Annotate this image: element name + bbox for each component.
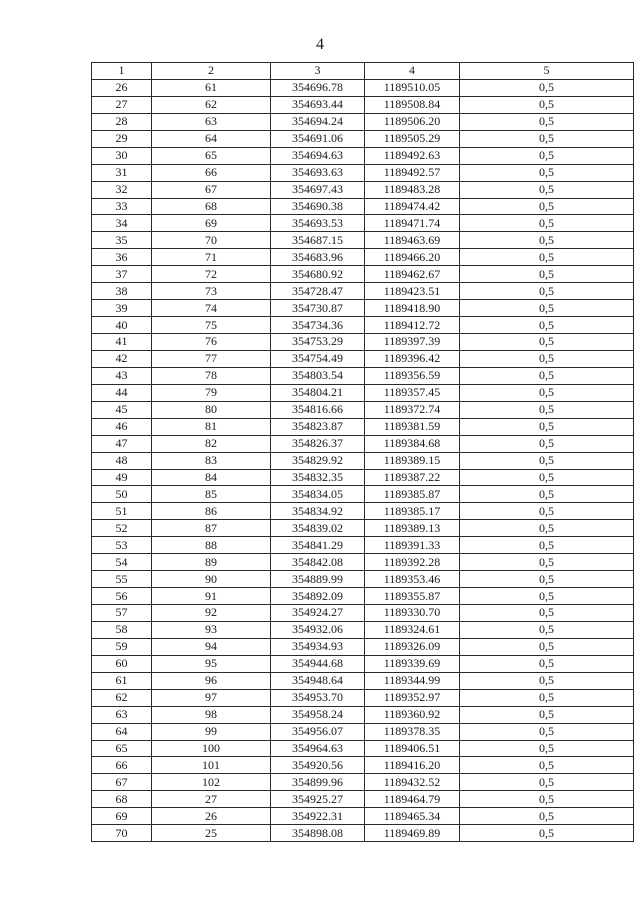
row-number-cell: 68 xyxy=(92,791,152,808)
point-number-cell: 91 xyxy=(152,588,271,605)
y-coordinate-cell: 1189508.84 xyxy=(365,96,460,113)
row-number-cell: 63 xyxy=(92,706,152,723)
accuracy-cell: 0,5 xyxy=(460,452,634,469)
point-number-cell: 80 xyxy=(152,401,271,418)
row-number-cell: 30 xyxy=(92,147,152,164)
y-coordinate-cell: 1189352.97 xyxy=(365,689,460,706)
table-row xyxy=(92,232,634,249)
point-number-cell: 76 xyxy=(152,334,271,351)
table-row xyxy=(92,164,634,181)
accuracy-cell: 0,5 xyxy=(460,181,634,198)
x-coordinate-cell: 354696.78 xyxy=(271,79,365,96)
accuracy-cell: 0,5 xyxy=(460,418,634,435)
row-number-cell: 40 xyxy=(92,317,152,334)
y-coordinate-cell: 1189416.20 xyxy=(365,757,460,774)
point-number-cell: 62 xyxy=(152,96,271,113)
row-number-cell: 54 xyxy=(92,554,152,571)
table-row xyxy=(92,537,634,554)
table-row xyxy=(92,249,634,266)
table-row xyxy=(92,215,634,232)
y-coordinate-cell: 1189353.46 xyxy=(365,571,460,588)
x-coordinate-cell: 354964.63 xyxy=(271,740,365,757)
y-coordinate-cell: 1189389.15 xyxy=(365,452,460,469)
point-number-cell: 94 xyxy=(152,638,271,655)
y-coordinate-cell: 1189392.28 xyxy=(365,554,460,571)
x-coordinate-cell: 354832.35 xyxy=(271,469,365,486)
y-coordinate-cell: 1189396.42 xyxy=(365,350,460,367)
x-coordinate-cell: 354841.29 xyxy=(271,537,365,554)
x-coordinate-cell: 354920.56 xyxy=(271,757,365,774)
x-coordinate-cell: 354754.49 xyxy=(271,350,365,367)
point-number-cell: 74 xyxy=(152,300,271,317)
row-number-cell: 42 xyxy=(92,350,152,367)
table-row xyxy=(92,520,634,537)
table-row xyxy=(92,808,634,825)
table-header xyxy=(92,63,634,80)
x-coordinate-cell: 354693.44 xyxy=(271,96,365,113)
accuracy-cell: 0,5 xyxy=(460,215,634,232)
table-row xyxy=(92,621,634,638)
table-row xyxy=(92,435,634,452)
table-row xyxy=(92,113,634,130)
point-number-cell: 61 xyxy=(152,79,271,96)
accuracy-cell: 0,5 xyxy=(460,147,634,164)
y-coordinate-cell: 1189372.74 xyxy=(365,401,460,418)
table-row xyxy=(92,655,634,672)
accuracy-cell: 0,5 xyxy=(460,537,634,554)
table-row xyxy=(92,571,634,588)
y-coordinate-cell: 1189471.74 xyxy=(365,215,460,232)
y-coordinate-cell: 1189384.68 xyxy=(365,435,460,452)
point-number-cell: 63 xyxy=(152,113,271,130)
accuracy-cell: 0,5 xyxy=(460,554,634,571)
accuracy-cell: 0,5 xyxy=(460,300,634,317)
x-coordinate-cell: 354804.21 xyxy=(271,384,365,401)
row-number-cell: 32 xyxy=(92,181,152,198)
table-row xyxy=(92,147,634,164)
x-coordinate-cell: 354956.07 xyxy=(271,723,365,740)
table-row xyxy=(92,740,634,757)
x-coordinate-cell: 354730.87 xyxy=(271,300,365,317)
x-coordinate-cell: 354728.47 xyxy=(271,283,365,300)
table-row xyxy=(92,605,634,622)
point-number-cell: 83 xyxy=(152,452,271,469)
table-row xyxy=(92,401,634,418)
accuracy-cell: 0,5 xyxy=(460,503,634,520)
accuracy-cell: 0,5 xyxy=(460,266,634,283)
point-number-cell: 88 xyxy=(152,537,271,554)
x-coordinate-cell: 354953.70 xyxy=(271,689,365,706)
x-coordinate-cell: 354934.93 xyxy=(271,638,365,655)
accuracy-cell: 0,5 xyxy=(460,808,634,825)
accuracy-cell: 0,5 xyxy=(460,825,634,842)
y-coordinate-cell: 1189356.59 xyxy=(365,367,460,384)
table-row xyxy=(92,300,634,317)
table-row xyxy=(92,266,634,283)
row-number-cell: 57 xyxy=(92,605,152,622)
point-number-cell: 66 xyxy=(152,164,271,181)
point-number-cell: 86 xyxy=(152,503,271,520)
table-body xyxy=(92,79,634,841)
point-number-cell: 77 xyxy=(152,350,271,367)
table-row xyxy=(92,791,634,808)
row-number-cell: 65 xyxy=(92,740,152,757)
table-row xyxy=(92,367,634,384)
table-row xyxy=(92,672,634,689)
y-coordinate-cell: 1189360.92 xyxy=(365,706,460,723)
point-number-cell: 92 xyxy=(152,605,271,622)
y-coordinate-cell: 1189469.89 xyxy=(365,825,460,842)
row-number-cell: 51 xyxy=(92,503,152,520)
point-number-cell: 101 xyxy=(152,757,271,774)
accuracy-cell: 0,5 xyxy=(460,520,634,537)
y-coordinate-cell: 1189492.63 xyxy=(365,147,460,164)
table-row xyxy=(92,774,634,791)
row-number-cell: 45 xyxy=(92,401,152,418)
point-number-cell: 93 xyxy=(152,621,271,638)
y-coordinate-cell: 1189385.17 xyxy=(365,503,460,520)
accuracy-cell: 0,5 xyxy=(460,334,634,351)
point-number-cell: 95 xyxy=(152,655,271,672)
row-number-cell: 31 xyxy=(92,164,152,181)
accuracy-cell: 0,5 xyxy=(460,283,634,300)
point-number-cell: 64 xyxy=(152,130,271,147)
row-number-cell: 49 xyxy=(92,469,152,486)
y-coordinate-cell: 1189466.20 xyxy=(365,249,460,266)
x-coordinate-cell: 354816.66 xyxy=(271,401,365,418)
x-coordinate-cell: 354924.27 xyxy=(271,605,365,622)
y-coordinate-cell: 1189483.28 xyxy=(365,181,460,198)
row-number-cell: 29 xyxy=(92,130,152,147)
accuracy-cell: 0,5 xyxy=(460,706,634,723)
x-coordinate-cell: 354834.05 xyxy=(271,486,365,503)
point-number-cell: 98 xyxy=(152,706,271,723)
x-coordinate-cell: 354680.92 xyxy=(271,266,365,283)
point-number-cell: 102 xyxy=(152,774,271,791)
row-number-cell: 34 xyxy=(92,215,152,232)
accuracy-cell: 0,5 xyxy=(460,655,634,672)
y-coordinate-cell: 1189465.34 xyxy=(365,808,460,825)
y-coordinate-cell: 1189432.52 xyxy=(365,774,460,791)
accuracy-cell: 0,5 xyxy=(460,469,634,486)
point-number-cell: 69 xyxy=(152,215,271,232)
table-row xyxy=(92,689,634,706)
table-row xyxy=(92,96,634,113)
x-coordinate-cell: 354958.24 xyxy=(271,706,365,723)
point-number-cell: 73 xyxy=(152,283,271,300)
row-number-cell: 26 xyxy=(92,79,152,96)
row-number-cell: 39 xyxy=(92,300,152,317)
table-row xyxy=(92,469,634,486)
point-number-cell: 96 xyxy=(152,672,271,689)
row-number-cell: 48 xyxy=(92,452,152,469)
accuracy-cell: 0,5 xyxy=(460,571,634,588)
accuracy-cell: 0,5 xyxy=(460,774,634,791)
x-coordinate-cell: 354948.64 xyxy=(271,672,365,689)
accuracy-cell: 0,5 xyxy=(460,79,634,96)
table-row xyxy=(92,825,634,842)
y-coordinate-cell: 1189339.69 xyxy=(365,655,460,672)
point-number-cell: 97 xyxy=(152,689,271,706)
table-row xyxy=(92,554,634,571)
y-coordinate-cell: 1189344.99 xyxy=(365,672,460,689)
row-number-cell: 47 xyxy=(92,435,152,452)
point-number-cell: 72 xyxy=(152,266,271,283)
row-number-cell: 58 xyxy=(92,621,152,638)
row-number-cell: 55 xyxy=(92,571,152,588)
y-coordinate-cell: 1189505.29 xyxy=(365,130,460,147)
point-number-cell: 67 xyxy=(152,181,271,198)
y-coordinate-cell: 1189378.35 xyxy=(365,723,460,740)
row-number-cell: 36 xyxy=(92,249,152,266)
point-number-cell: 71 xyxy=(152,249,271,266)
point-number-cell: 78 xyxy=(152,367,271,384)
y-coordinate-cell: 1189510.05 xyxy=(365,79,460,96)
y-coordinate-cell: 1189385.87 xyxy=(365,486,460,503)
table-row xyxy=(92,418,634,435)
y-coordinate-cell: 1189326.09 xyxy=(365,638,460,655)
accuracy-cell: 0,5 xyxy=(460,621,634,638)
row-number-cell: 70 xyxy=(92,825,152,842)
x-coordinate-cell: 354889.99 xyxy=(271,571,365,588)
x-coordinate-cell: 354803.54 xyxy=(271,367,365,384)
table-row xyxy=(92,384,634,401)
row-number-cell: 33 xyxy=(92,198,152,215)
header-cell-3: 3 xyxy=(271,63,365,80)
x-coordinate-cell: 354898.08 xyxy=(271,825,365,842)
x-coordinate-cell: 354899.96 xyxy=(271,774,365,791)
point-number-cell: 90 xyxy=(152,571,271,588)
table-row xyxy=(92,283,634,300)
x-coordinate-cell: 354693.63 xyxy=(271,164,365,181)
accuracy-cell: 0,5 xyxy=(460,723,634,740)
row-number-cell: 64 xyxy=(92,723,152,740)
x-coordinate-cell: 354826.37 xyxy=(271,435,365,452)
accuracy-cell: 0,5 xyxy=(460,367,634,384)
y-coordinate-cell: 1189406.51 xyxy=(365,740,460,757)
accuracy-cell: 0,5 xyxy=(460,113,634,130)
y-coordinate-cell: 1189492.57 xyxy=(365,164,460,181)
row-number-cell: 35 xyxy=(92,232,152,249)
y-coordinate-cell: 1189462.67 xyxy=(365,266,460,283)
x-coordinate-cell: 354694.24 xyxy=(271,113,365,130)
point-number-cell: 25 xyxy=(152,825,271,842)
x-coordinate-cell: 354842.08 xyxy=(271,554,365,571)
row-number-cell: 50 xyxy=(92,486,152,503)
row-number-cell: 44 xyxy=(92,384,152,401)
accuracy-cell: 0,5 xyxy=(460,198,634,215)
y-coordinate-cell: 1189506.20 xyxy=(365,113,460,130)
accuracy-cell: 0,5 xyxy=(460,486,634,503)
row-number-cell: 56 xyxy=(92,588,152,605)
x-coordinate-cell: 354691.06 xyxy=(271,130,365,147)
row-number-cell: 28 xyxy=(92,113,152,130)
row-number-cell: 41 xyxy=(92,334,152,351)
table-row xyxy=(92,486,634,503)
table-row xyxy=(92,198,634,215)
table-row xyxy=(92,588,634,605)
x-coordinate-cell: 354932.06 xyxy=(271,621,365,638)
x-coordinate-cell: 354925.27 xyxy=(271,791,365,808)
table-row xyxy=(92,350,634,367)
row-number-cell: 59 xyxy=(92,638,152,655)
table-row xyxy=(92,79,634,96)
header-cell-4: 4 xyxy=(365,63,460,80)
x-coordinate-cell: 354753.29 xyxy=(271,334,365,351)
row-number-cell: 38 xyxy=(92,283,152,300)
point-number-cell: 87 xyxy=(152,520,271,537)
page-number: 4 xyxy=(316,36,324,53)
x-coordinate-cell: 354690.38 xyxy=(271,198,365,215)
x-coordinate-cell: 354829.92 xyxy=(271,452,365,469)
point-number-cell: 82 xyxy=(152,435,271,452)
accuracy-cell: 0,5 xyxy=(460,689,634,706)
accuracy-cell: 0,5 xyxy=(460,638,634,655)
point-number-cell: 81 xyxy=(152,418,271,435)
accuracy-cell: 0,5 xyxy=(460,588,634,605)
table-row xyxy=(92,334,634,351)
header-cell-2: 2 xyxy=(152,63,271,80)
x-coordinate-cell: 354834.92 xyxy=(271,503,365,520)
table-row xyxy=(92,706,634,723)
accuracy-cell: 0,5 xyxy=(460,317,634,334)
point-number-cell: 79 xyxy=(152,384,271,401)
accuracy-cell: 0,5 xyxy=(460,249,634,266)
x-coordinate-cell: 354922.31 xyxy=(271,808,365,825)
accuracy-cell: 0,5 xyxy=(460,435,634,452)
y-coordinate-cell: 1189464.79 xyxy=(365,791,460,808)
y-coordinate-cell: 1189418.90 xyxy=(365,300,460,317)
row-number-cell: 66 xyxy=(92,757,152,774)
row-number-cell: 53 xyxy=(92,537,152,554)
table-row xyxy=(92,452,634,469)
table-row xyxy=(92,317,634,334)
point-number-cell: 85 xyxy=(152,486,271,503)
row-number-cell: 37 xyxy=(92,266,152,283)
x-coordinate-cell: 354823.87 xyxy=(271,418,365,435)
y-coordinate-cell: 1189387.22 xyxy=(365,469,460,486)
y-coordinate-cell: 1189412.72 xyxy=(365,317,460,334)
accuracy-cell: 0,5 xyxy=(460,757,634,774)
y-coordinate-cell: 1189324.61 xyxy=(365,621,460,638)
accuracy-cell: 0,5 xyxy=(460,791,634,808)
point-number-cell: 65 xyxy=(152,147,271,164)
y-coordinate-cell: 1189389.13 xyxy=(365,520,460,537)
row-number-cell: 46 xyxy=(92,418,152,435)
accuracy-cell: 0,5 xyxy=(460,350,634,367)
x-coordinate-cell: 354687.15 xyxy=(271,232,365,249)
point-number-cell: 26 xyxy=(152,808,271,825)
y-coordinate-cell: 1189357.45 xyxy=(365,384,460,401)
x-coordinate-cell: 354683.96 xyxy=(271,249,365,266)
accuracy-cell: 0,5 xyxy=(460,96,634,113)
y-coordinate-cell: 1189391.33 xyxy=(365,537,460,554)
y-coordinate-cell: 1189463.69 xyxy=(365,232,460,249)
point-number-cell: 27 xyxy=(152,791,271,808)
row-number-cell: 43 xyxy=(92,367,152,384)
row-number-cell: 62 xyxy=(92,689,152,706)
point-number-cell: 70 xyxy=(152,232,271,249)
row-number-cell: 67 xyxy=(92,774,152,791)
table-row xyxy=(92,130,634,147)
accuracy-cell: 0,5 xyxy=(460,672,634,689)
point-number-cell: 99 xyxy=(152,723,271,740)
row-number-cell: 52 xyxy=(92,520,152,537)
accuracy-cell: 0,5 xyxy=(460,164,634,181)
row-number-cell: 69 xyxy=(92,808,152,825)
header-row xyxy=(92,63,634,80)
row-number-cell: 61 xyxy=(92,672,152,689)
point-number-cell: 68 xyxy=(152,198,271,215)
x-coordinate-cell: 354694.63 xyxy=(271,147,365,164)
row-number-cell: 60 xyxy=(92,655,152,672)
y-coordinate-cell: 1189330.70 xyxy=(365,605,460,622)
coordinates-table xyxy=(91,62,634,842)
table-row xyxy=(92,638,634,655)
point-number-cell: 84 xyxy=(152,469,271,486)
point-number-cell: 100 xyxy=(152,740,271,757)
table-row xyxy=(92,503,634,520)
x-coordinate-cell: 354892.09 xyxy=(271,588,365,605)
table-row xyxy=(92,757,634,774)
table-row xyxy=(92,723,634,740)
accuracy-cell: 0,5 xyxy=(460,232,634,249)
row-number-cell: 27 xyxy=(92,96,152,113)
x-coordinate-cell: 354734.36 xyxy=(271,317,365,334)
accuracy-cell: 0,5 xyxy=(460,605,634,622)
point-number-cell: 89 xyxy=(152,554,271,571)
accuracy-cell: 0,5 xyxy=(460,740,634,757)
y-coordinate-cell: 1189381.59 xyxy=(365,418,460,435)
x-coordinate-cell: 354697.43 xyxy=(271,181,365,198)
accuracy-cell: 0,5 xyxy=(460,384,634,401)
x-coordinate-cell: 354693.53 xyxy=(271,215,365,232)
x-coordinate-cell: 354944.68 xyxy=(271,655,365,672)
header-cell-5: 5 xyxy=(460,63,634,80)
y-coordinate-cell: 1189423.51 xyxy=(365,283,460,300)
point-number-cell: 75 xyxy=(152,317,271,334)
x-coordinate-cell: 354839.02 xyxy=(271,520,365,537)
header-cell-1: 1 xyxy=(92,63,152,80)
accuracy-cell: 0,5 xyxy=(460,401,634,418)
y-coordinate-cell: 1189397.39 xyxy=(365,334,460,351)
table-row xyxy=(92,181,634,198)
y-coordinate-cell: 1189474.42 xyxy=(365,198,460,215)
y-coordinate-cell: 1189355.87 xyxy=(365,588,460,605)
accuracy-cell: 0,5 xyxy=(460,130,634,147)
